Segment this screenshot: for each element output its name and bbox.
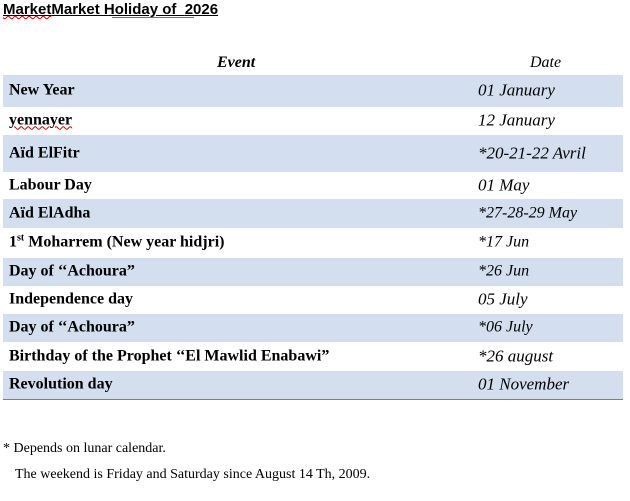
title-underline [112,17,194,18]
date-cell: *20-21-22 Avril [478,143,586,163]
date-cell: *27-28-29 May [478,204,578,222]
date-cell: *26 Jun [478,262,530,280]
event-cell: Aïd ElFitr [9,144,80,162]
date-cell: *17 Jun [478,233,530,251]
date-cell: 01 May [478,175,530,195]
title-market-word: Market [3,1,52,18]
date-cell: *26 august [478,346,554,366]
title-prefix [3,1,185,18]
date-cell: 01 November [478,374,570,394]
table-row [3,135,623,172]
date-cell: 05 July [478,289,528,309]
table-row [3,286,623,314]
event-cell: Labour Day [9,176,92,194]
table-row [3,258,623,286]
title-rest: Market Holiday of [51,1,185,18]
event-cell: Revolution day [9,375,113,393]
table-row [3,342,623,371]
event-cell: Day of ‘‘Achoura” [9,262,135,280]
title-year: 2026 [184,1,219,18]
table-row [3,228,623,258]
table-row [3,371,623,399]
ordinal-suffix: st [17,232,25,244]
event-text: Moharrem (New year hidjri) [24,233,225,251]
table-bottom-border [3,399,623,400]
table-row [3,314,623,342]
event-cell [9,234,224,252]
table-row [3,107,623,135]
column-header-event: Event [217,54,256,71]
event-cell: yennayer [9,111,73,129]
footnote-weekend: The weekend is Friday and Saturday since August 14 Th, 2009. [15,467,371,482]
date-cell: *06 July [478,318,533,336]
table-row [3,172,623,199]
footnote-lunar: * Depends on lunar calendar. [3,441,166,456]
event-cell: Day of ‘‘Achoura” [9,318,135,336]
event-cell: New Year [9,81,75,99]
date-cell: 12 January [478,110,555,130]
date-cell: 01 January [478,80,555,100]
event-cell: Aïd ElAdha [9,204,91,222]
table-row [3,199,623,228]
event-cell: Birthday of the Prophet ‘‘El Mawlid Enabawi” [9,347,330,365]
column-header-date: Date [530,54,562,71]
ordinal-number: 1 [9,233,17,251]
table-row [3,75,623,107]
event-cell: Independence day [9,290,134,308]
